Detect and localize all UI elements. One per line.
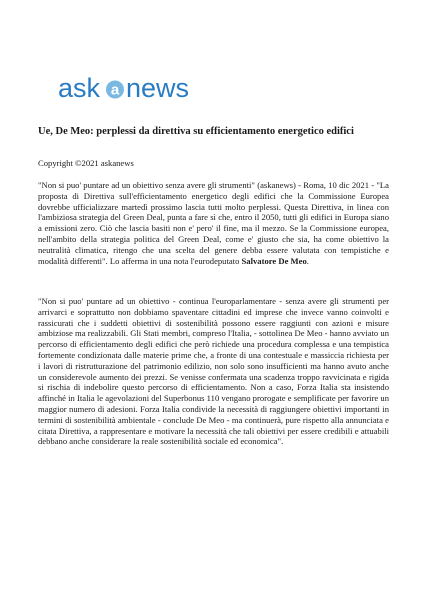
paragraph-1-end: . xyxy=(306,255,309,266)
askanews-logo xyxy=(58,74,190,104)
logo-text-ask: ask xyxy=(58,74,101,103)
paragraph-1-text: "Non si puo' puntare ad un obiettivo senza avere gli strumenti" (askanews) - Roma, 10 dic 2021 - "La proposta di Direttiva sull'efficientamento energetico degli edifici che la Commissione Europea dovrebbe ufficializzare martedì prossimo lascia tutti molto perplessi. Questa Direttiva, in linea con l'ambiziosa strategia del Green Deal, punta a fare sì che, entro il 2050, tutti gli edifici in Europa siano a emissioni zero. Ciò che lascia basiti non e' pero' il fine, ma il mezzo. Se la Commissione europea, nell'ambito della strategia politica del Green Deal, come e' giusto che sia, ha come obiettivo la neutralità climatica, ritengo che una scelta del genere debba essere valutata con tempistiche e modalità differenti". Lo afferma in una nota l'eurodeputato xyxy=(38,180,389,266)
copyright-line: Copyright ©2021 askanews xyxy=(38,158,134,168)
logo-text-news: news xyxy=(126,74,190,103)
logo-a-letter: a xyxy=(110,81,120,99)
article-paragraph-1 xyxy=(38,180,389,266)
deputy-name: Salvatore De Meo xyxy=(241,255,307,266)
article-title: Ue, De Meo: perplessi da direttiva su efficientamento energetico edifici xyxy=(38,126,354,137)
article-paragraph-2: "Non si puo' puntare ad un obiettivo - continua l'europarlamentare - senza avere gli strumenti per arrivarci e soprattutto non dobbiamo spaventare cittadini ed imprese che invece vanno coinvolti e rassicurati che i suddetti obiettivi di sostenibilità possono essere raggiunti con azioni e misure ambiziose ma realizzabili. Gli Stati membri, compreso l'Italia, - sottolinea De Meo - hanno avviato un percorso di efficientamento degli edifici che però richiede una procedura complessa e una tempistica fortemente condizionata dalle materie prime che, a fronte di una contestuale e massiccia richiesta per i lavori di ristrutturazione del patrimonio edilizio, non solo sono insufficienti ma hanno avuto anche un considerevole aumento dei prezzi. Se venisse confermata una scadenza troppo ravvicinata e rigida si rischia di indebolire questo percorso di efficientamento. Non a caso, Forza Italia sta insistendo affinché in Italia le agevolazioni del Superbonus 110 vengano prorogate e semplificate per favorire un maggior numero di adesioni. Forza Italia condivide la necessità di raggiungere obiettivi importanti in termini di sostenibilità ambientale - conclude De Meo - ma continuerà, pure rispetto alla annunciata e citata Direttiva, a rappresentare e motivare la necessità che tali obiettivi per essere credibili e attuabili debbano anche considerare la reale sostenibilità sociale ed economica". xyxy=(38,296,389,447)
